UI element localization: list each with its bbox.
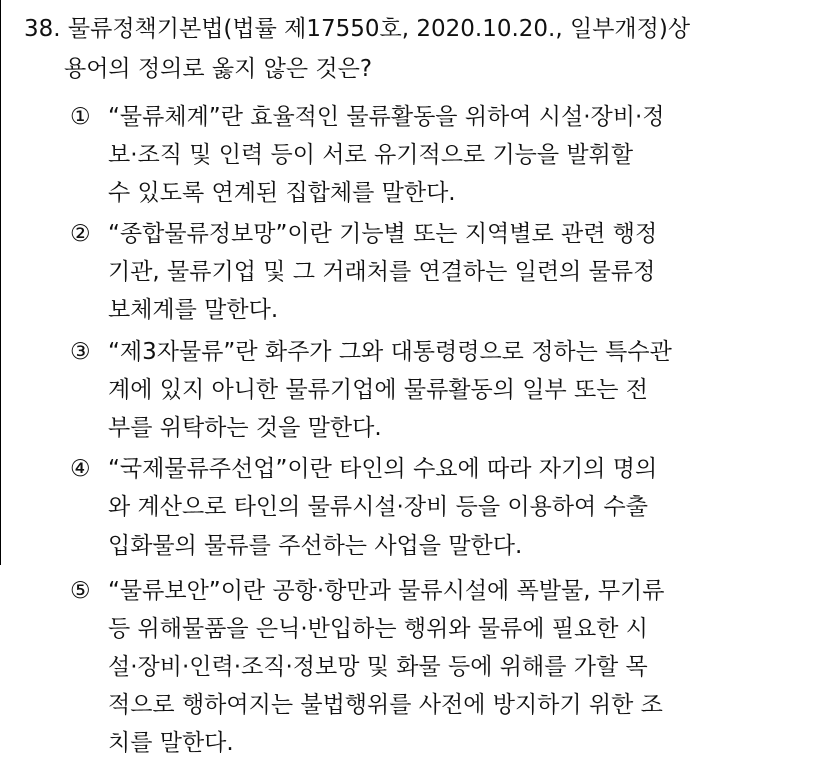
option-3-line-2: 계에 있지 아니한 물류기업에 물류활동의 일부 또는 전 xyxy=(108,377,648,403)
option-4-line-1: “국제물류주선업”이란 타인의 수요에 따라 자기의 명의 xyxy=(108,456,658,482)
option-2-line-3: 보체계를 말한다. xyxy=(108,297,279,323)
option-1-line-3: 수 있도록 연계된 집합체를 말한다. xyxy=(108,180,456,206)
option-1-line-1: “물류체계”란 효율적인 물류활동을 위하여 시설·장비·정 xyxy=(108,104,665,130)
option-2-line-1: “종합물류정보망”이란 기능별 또는 지역별로 관련 행정 xyxy=(108,221,658,247)
question-stem-line-2: 용어의 정의로 옳지 않은 것은? xyxy=(64,56,373,82)
option-1-line-2: 보·조직 및 인력 등이 서로 유기적으로 기능을 발휘할 xyxy=(108,142,634,168)
option-1-marker[interactable]: ① xyxy=(70,104,91,130)
option-2-line-2: 기관, 물류기업 및 그 거래처를 연결하는 일련의 물류정 xyxy=(108,259,656,285)
option-3-marker[interactable]: ③ xyxy=(70,339,91,365)
option-2-marker[interactable]: ② xyxy=(70,221,91,247)
option-4-marker[interactable]: ④ xyxy=(70,456,91,482)
option-3-line-1: “제3자물류”란 화주가 그와 대통령령으로 정하는 특수관 xyxy=(108,339,672,365)
option-5-line-3: 설·장비·인력·조직·정보망 및 화물 등에 위해를 가할 목 xyxy=(108,654,648,680)
left-border-rule xyxy=(0,0,1,565)
option-5-line-5: 치를 말한다. xyxy=(108,730,234,756)
option-5-marker[interactable]: ⑤ xyxy=(70,578,91,604)
question-stem-line-1: 38. 물류정책기본법(법률 제17550호, 2020.10.20., 일부개정)상 xyxy=(24,16,691,42)
option-3-line-3: 부를 위탁하는 것을 말한다. xyxy=(108,415,382,441)
option-5-line-4: 적으로 행하여지는 불법행위를 사전에 방지하기 위한 조 xyxy=(108,692,663,718)
option-5-line-2: 등 위해물품을 은닉·반입하는 행위와 물류에 필요한 시 xyxy=(108,616,648,642)
option-4-line-2: 와 계산으로 타인의 물류시설·장비 등을 이용하여 수출 xyxy=(108,494,648,520)
option-5-line-1: “물류보안”이란 공항·항만과 물류시설에 폭발물, 무기류 xyxy=(108,578,665,604)
option-4-line-3: 입화물의 물류를 주선하는 사업을 말한다. xyxy=(108,533,523,559)
